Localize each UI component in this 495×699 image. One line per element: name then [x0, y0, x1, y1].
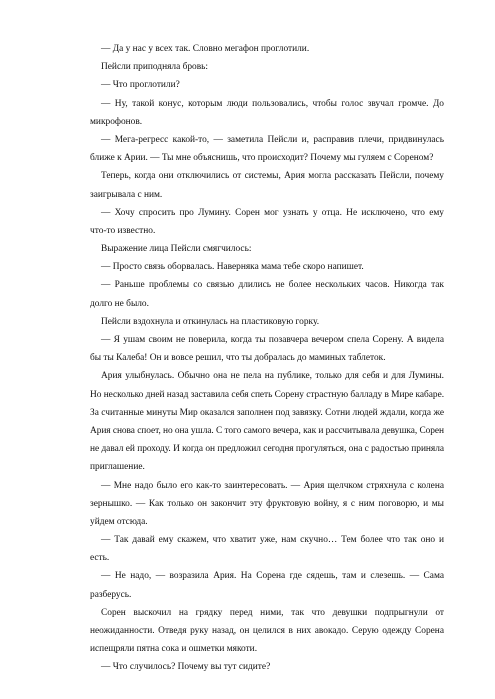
text-line-content: — Просто связь оборвалась. Наверняка мама тебе скоро напишет. [101, 262, 364, 273]
text-line [90, 222, 444, 240]
text-line-content: — Не надо, — возразила Ария. На Сорена где сядешь, там и слезешь. — Сама [101, 571, 444, 582]
text-line [90, 658, 444, 676]
text-line [90, 276, 444, 294]
text-line-content: Но несколько дней назад заставила себя спеть Сорену страстную балладу в Мире кабаре. [90, 389, 444, 400]
text-line [90, 149, 444, 167]
text-line [90, 113, 444, 131]
text-line-content: Теперь, когда они отключились от системы, Ария могла рассказать Пейсли, почему [101, 171, 444, 182]
text-line-content: бы ты Калеба! Он и вовсе решил, что ты добралась до маминых таблеток. [90, 353, 386, 364]
text-line [90, 295, 444, 313]
text-line-content: приглашение. [90, 462, 145, 473]
text-line-content: Ария снова споет, но она ушла. С того самого вечера, как и рассчитывала девушка, Сорен [90, 425, 444, 436]
text-line-content: испещряли пятна сока и ошметки мякоти. [90, 644, 258, 655]
text-line [90, 40, 444, 58]
text-line [90, 131, 444, 149]
text-line-content: — Да у нас у всех так. Словно мегафон проглотили. [101, 44, 310, 54]
text-line-content: — Так давай ему скажем, что хватит уже, нам скучно… Тем более что так оно и [101, 535, 444, 546]
text-line-content: За считанные минуты Мир оказался заполнен под завязку. Сотни людей ждали, когда же [90, 407, 444, 418]
text-line-content: Ария улыбнулась. Обычно она не пела на публике, только для себя и для Лумины. [101, 371, 444, 382]
text-line-content: долго не было. [90, 298, 149, 309]
text-line-content: Выражение лица Пейсли смягчилось: [101, 244, 252, 255]
text-line [90, 367, 444, 385]
text-line [90, 404, 444, 422]
text-line [90, 531, 444, 549]
text-line [90, 458, 444, 476]
text-line-content: микрофонов. [90, 116, 143, 127]
text-line [90, 167, 444, 185]
text-line-content: что-то известно. [90, 225, 156, 236]
text-line [90, 586, 444, 604]
text-line-content: — Ну, такой конус, которым люди пользовались, чтобы голос звучал громче. До [101, 98, 444, 109]
text-line-content: — Что проглотили? [101, 80, 180, 91]
text-line-content: Пейсли вздохнула и откинулась на пластиковую горку. [101, 316, 320, 327]
text-line-content: неожиданности. Отведя руку назад, он целился в них авокадо. Серую одежду Сорена [90, 626, 444, 636]
text-line-content: разберусь. [90, 589, 132, 600]
text-line-content: Пейсли приподняла бровь: [101, 62, 209, 73]
text-line-content: есть. [90, 553, 110, 564]
text-line-content: — Мне надо было его как-то заинтересовать. — Ария щелчком стряхнула с колена [101, 480, 444, 491]
text-line [90, 95, 444, 113]
document-page [90, 40, 444, 677]
text-line [90, 58, 444, 76]
text-line-content: — Мега-регресс какой-то, — заметила Пейсли и, расправив плечи, придвинулась [101, 134, 444, 145]
text-line [90, 440, 444, 458]
text-line-content: ближе к Арии. — Ты мне объяснишь, что происходит? Почему мы гуляем с Сореном? [90, 153, 434, 164]
text-line [90, 640, 444, 658]
text-line [90, 258, 444, 276]
text-line [90, 386, 444, 404]
text-line [90, 495, 444, 513]
text-line [90, 622, 444, 640]
text-line [90, 549, 444, 567]
text-line [90, 349, 444, 367]
text-line [90, 204, 444, 222]
text-line-content: — Раньше проблемы со связью длились не более нескольких часов. Никогда так [101, 280, 444, 291]
text-line [90, 313, 444, 331]
text-line-content: заигрывала с ним. [90, 189, 163, 200]
text-line-content: — Хочу спросить про Лумину. Сорен мог узнать у отца. Не исключено, что ему [101, 207, 444, 218]
text-line-content: уйдем отсюда. [90, 516, 148, 527]
text-line-content: — Что случилось? Почему вы тут сидите? [101, 662, 271, 673]
text-line [90, 331, 444, 349]
text-line-content: зернышко. — Как только он закончит эту фруктовую войну, я с ним поговорю, и мы [90, 498, 444, 509]
text-line [90, 186, 444, 204]
text-line-content: Сорен выскочил на грядку перед ними, так что девушки подпрыгнули от [101, 607, 444, 618]
text-line-content: — Я ушам своим не поверила, когда ты позавчера вечером спела Сорену. А видела [101, 335, 444, 345]
text-line-content: не давал ей проходу. И когда он предложил сегодня прогуляться, она с радостью приняла [90, 444, 444, 455]
text-line [90, 513, 444, 531]
text-line [90, 604, 444, 622]
text-line [90, 422, 444, 440]
text-line [90, 76, 444, 94]
text-line [90, 477, 444, 495]
text-line [90, 240, 444, 258]
text-line [90, 567, 444, 585]
